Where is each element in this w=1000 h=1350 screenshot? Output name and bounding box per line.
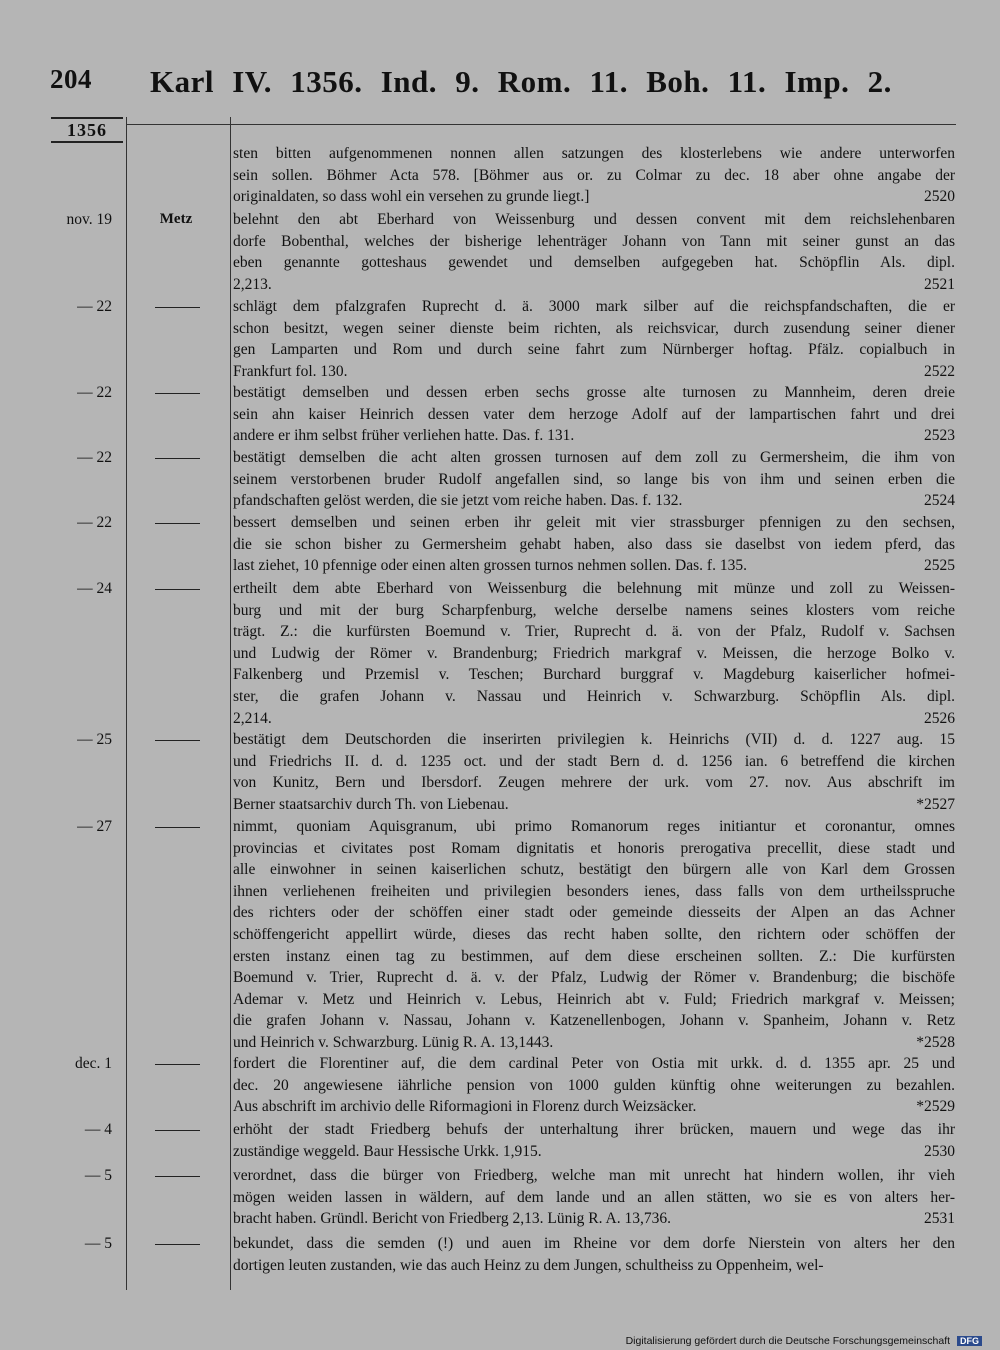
regest-number: *2528 [916,1033,955,1051]
entry-line: alle einwohner in seinen kaiserlichen schutz, bestätigt den bürgern alle von Karl dem Grossen [233,861,955,879]
regest-number: 2530 [924,1142,955,1160]
entry-line: gen Lamparten und Rom und durch seine fahrt zum Nürnberger hoftag. Pfälz. copialbuch in [233,341,955,359]
entry-date: nov. 19 [66,211,112,228]
entry-line: von Kunitz, Bern und Ibersdorf. Zeugen mehrere der urk. vom 27. nov. Aus abschrift im [233,774,955,792]
entry-line: die grafen Johann v. Nassau, Johann v. Katzenellenbogen, Johann v. Spanheim, Johann v. Retz [233,1012,955,1030]
place-ditto-dash [155,307,200,308]
entry-line: Berner staatsarchiv durch Th. von Liebenau. *2527 [233,794,955,816]
place-ditto-dash [155,589,200,590]
entry-line: nimmt, quoniam Aquisgranum, ubi primo Romanorum reges initiantur et coronantur, omnes [233,818,955,835]
entry-text [233,578,955,729]
entry-line: 2,213. 2521 [233,274,955,296]
entry-line: mögen weiden lassen in wäldern, auf dem lande und an allen stätten, wo sie es von alters her- [233,1188,955,1206]
entry-date: — 22 [77,449,112,466]
place-ditto-dash [155,1176,200,1177]
regest-number: 2522 [924,362,955,380]
place-ditto-dash [155,523,200,524]
regest-number: *2529 [916,1098,955,1116]
entry-date: — 4 [84,1121,112,1138]
entry-line: schon besitzt, wegen seiner dienste beim richten, als reichsvicar, durch zusendung seiner diener [233,319,955,337]
column-rule-left [126,117,127,1290]
entry-line: dec. 20 angewiesene iährliche pension von 1000 gulden künftig ohne weiterungen zu bezahlen. [233,1076,955,1094]
entry-text [233,1165,955,1230]
entry-line: bestätigt dem Deutschorden die inserirten privilegien k. Heinrichs (VII) d. d. 1227 aug. 15 [233,731,955,748]
entry-line: sein ahn kaiser Heinrich dessen vater dem herzoge Adolf auf der lampartischen fahrt und drei [233,405,955,423]
entry-line: schöffengericht appellirt würde, dieses das recht haben sollte, den richtern oder schöffen der [233,925,955,943]
entry-date: — 5 [84,1235,112,1252]
entry-line: bestätigt demselben die acht alten grossen turnosen auf dem zoll zu Germersheim, die ihm von [233,449,955,466]
entry-line: Boemund v. Trier, Ruprecht d. ä. v. der Pfalz, Ludwig der Römer v. Brandenburg; die bischöfe [233,969,955,987]
entry-line: des richters oder der schöffen einer stadt oder gemeinde diesseits der Alpen an das Achner [233,904,955,922]
entry-date: — 25 [77,731,112,748]
entry-line: Falkenberg und Przemisl v. Teschen; Burchard burggraf v. Magdeburg kaiserlicher hofmei- [233,666,955,684]
entry-line: die sie schon bisher zu Germersheim gehabt haben, also dass sie daselbst von iedem pferd, das [233,535,955,553]
entry-date: — 22 [77,514,112,531]
entry-line: bekundet, dass die semden (!) und auen im Rheine vor dem dorfe Nierstein von alters her den [233,1235,955,1252]
entry-line: bestätigt demselben und dessen erben sechs grosse alte turnosen zu Mannheim, deren dreie [233,384,955,401]
regest-number: *2527 [916,795,955,813]
entry-date: — 22 [77,298,112,315]
place-ditto-dash [155,827,200,828]
entry-line: ster, die grafen Johann v. Nassau und Heinrich v. Schwarzburg. Schöpflin Als. dipl. [233,687,955,705]
entry-text [233,143,955,208]
entry-text [233,729,955,815]
page-number: 204 [50,64,92,94]
entry-line: zuständige weggeld. Baur Hessische Urkk. 1,915. 2530 [233,1141,955,1163]
entry-line: dorfe Bobenthal, welches der bisherige lehenträger Johann von Tann mit seiner gunst an das [233,232,955,250]
entry-line: pfandschaften gelöst werden, die sie jetzt vom reiche haben. Das. f. 132. 2524 [233,490,955,512]
entry-line: last ziehet, 10 pfennige oder einen alten grossen turnos nehmen sollen. Das. f. 135. 2525 [233,555,955,577]
entry-line: und Heinrich v. Schwarzburg. Lünig R. A. 13,1443. *2528 [233,1032,955,1054]
entry-line: Frankfurt fol. 130. 2522 [233,361,955,383]
entry-place: Metz [159,211,193,227]
entry-line: burg und mit der burg Scharpfenburg, welche derselbe namens seines klosters vom reiche [233,601,955,619]
entry-line: sein sollen. Böhmer Acta 578. [Böhmer aus or. zu Colmar zu dec. 18 aber ohne angabe der [233,166,955,184]
regest-number: 2520 [924,188,955,206]
page-header [50,64,950,104]
entry-text [233,816,955,1054]
entry-line: erhöht der stadt Friedberg behufs der unterhaltung ihrer brücken, mauern und wege das ihr [233,1121,955,1138]
entry-line: und Ludwig der Römer v. Brandenburg; Friedrich markgraf v. Meissen, die herzoge Bolko v. [233,644,955,662]
entry-date: — 22 [77,384,112,401]
entry-line: belehnt den abt Eberhard von Weissenburg und dessen convent mit dem reichslehenbaren [233,211,955,228]
entry-line: sten bitten aufgenommenen nonnen allen satzungen des klosterlebens wie andere unterworfen [233,145,955,162]
entry-line: dortigen leuten zustanden, wie das auch Heinz zu dem Jungen, schultheiss zu Oppenheim, wel- [233,1256,824,1274]
entry-date: — 27 [77,818,112,835]
entry-line: fordert die Florentiner auf, die dem cardinal Peter von Ostia mit urkk. d. d. 1355 apr. 25 und [233,1055,955,1072]
footer [626,1335,982,1347]
entry-date: — 24 [77,580,112,597]
entry-line: andere er ihm selbst früher verliehen hatte. Das. f. 131. 2523 [233,425,955,447]
header-rule [126,124,956,125]
entry-line: ihnen verliehenen freiheiten und privilegien besonders ienes, dass falls von dem urtheilsspruche [233,882,955,900]
entry-line: schlägt dem pfalzgrafen Ruprecht d. ä. 3000 mark silber auf die reichspfandschaften, die er [233,298,955,315]
entry-text [233,1233,955,1276]
entry-line: verordnet, dass die bürger von Friedberg, welche man mit unrecht hat hindern wollen, ihr vieh [233,1167,955,1184]
entry-line: provincias et civitates post Romam dignitatis et honoris prerogativa precellit, diese stadt und [233,839,955,857]
entry-text [233,1119,955,1162]
entry-date: dec. 1 [74,1055,112,1072]
entry-line: bessert demselben und seinen erben ihr geleit mit vier strassburger pfennigen zu den sechsen, [233,514,955,531]
entry-text [233,209,955,295]
entry-line: eben genannte gotteshaus gewendet und demselben aufgegeben hat. Schöpflin Als. dipl. [233,254,955,272]
regest-number: 2524 [924,492,955,510]
regest-number: 2523 [924,427,955,445]
column-rule-right [230,117,231,1290]
regest-number: 2531 [924,1210,955,1228]
entry-line: Ademar v. Metz und Heinrich v. Lebus, Heinrich abt v. Fuld; Friedrich markgraf v. Meissen; [233,990,955,1008]
entry-line: trägt. Z.: die kurfürsten Boemund v. Trier, Ruprecht d. ä. von der Pfalz, Rudolf v. Sachsen [233,623,955,641]
year-heading: 1356 [51,117,123,143]
place-ditto-dash [155,1130,200,1131]
place-ditto-dash [155,1244,200,1245]
entry-text [233,512,955,577]
place-ditto-dash [155,393,200,394]
footer-text: Digitalisierung gefördert durch die Deutsche Forschungsgemeinschaft [625,1335,951,1347]
entry-line: bracht haben. Gründl. Bericht von Friedberg 2,13. Lünig R. A. 13,736. 2531 [233,1208,955,1230]
place-ditto-dash [155,740,200,741]
regest-number: 2521 [924,275,955,293]
entry-line: originaldaten, so dass wohl ein versehen zu grunde liegt.] 2520 [233,186,955,208]
place-ditto-dash [155,458,200,459]
entry-date: — 5 [84,1167,112,1184]
entry-line: ersten instanz einen tag zu bestimmen, auf dem diese erscheinen sollten. Z.: Die kurfürsten [233,947,955,965]
entry-line: und Friedrichs II. d. d. 1235 oct. und der stadt Bern d. d. 1256 ian. 6 betreffend die kirchen [233,752,955,770]
entry-line: seinem verstorbenen bruder Rudolf angefallen sind, so lange bis von ihm und seinen erben die [233,470,955,488]
regest-number: 2525 [924,557,955,575]
entry-text [233,382,955,447]
entry-text [233,1053,955,1118]
entry-text [233,447,955,512]
entry-text [233,296,955,382]
entry-line: 2,214. 2526 [233,708,955,730]
regest-number: 2526 [924,709,955,727]
place-ditto-dash [155,1064,200,1065]
entry-line: ertheilt dem abte Eberhard von Weissenburg die belehnung mit münze und zoll zu Weissen- [233,580,955,597]
entry-line: Aus abschrift im archivio delle Riformagioni in Florenz durch Weizsäcker. *2529 [233,1096,955,1118]
dfg-logo: DFG [957,1336,982,1346]
running-title: Karl IV. 1356. Ind. 9. Rom. 11. Boh. 11. Imp. 2. [150,64,892,99]
